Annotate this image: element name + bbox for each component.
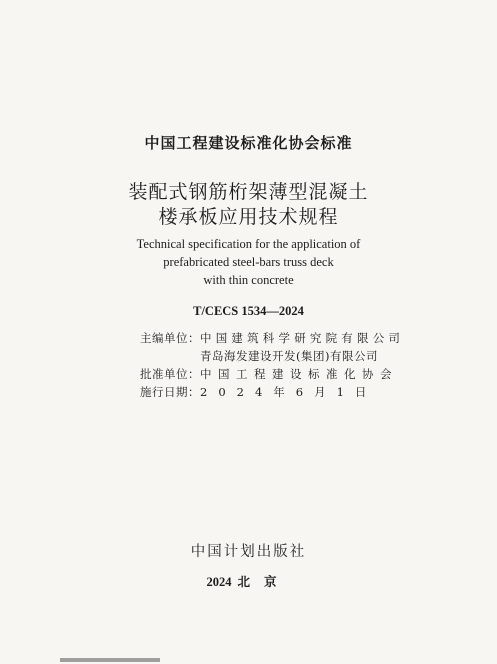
english-title-line-2: prefabricated steel-bars truss deck	[163, 255, 334, 269]
chinese-title-line-1: 装配式钢筋桁架薄型混凝土	[128, 181, 369, 203]
english-title-line-1: Technical specification for the application of	[136, 237, 361, 251]
chief-editor-unit-1: 中国建筑科学研究院有限公司	[200, 331, 405, 345]
standard-code: T/CECS 1534—2024	[193, 304, 304, 318]
publisher-name: 中国计划出版社	[190, 544, 307, 560]
approval-unit: 中国工程建设标准化协会	[200, 367, 398, 381]
effective-date-row	[140, 384, 380, 400]
bottom-edge-mark	[60, 658, 160, 662]
publication-city: 北京	[237, 575, 291, 589]
publication-line	[0, 572, 497, 590]
english-title-line-3: with thin concrete	[203, 273, 294, 287]
chief-editor-label: 主编单位：	[140, 331, 200, 345]
approval-label: 批准单位：	[140, 367, 200, 381]
effective-date-label: 施行日期：	[140, 385, 200, 399]
standard-organization-heading: 中国工程建设标准化协会标准	[144, 134, 353, 152]
chief-editor-row	[140, 330, 405, 346]
publication-year: 2024	[206, 575, 232, 589]
chief-editor-unit-2: 青岛海发建设开发(集团)有限公司	[200, 349, 378, 363]
approval-row	[140, 366, 398, 382]
effective-date-value: 2024年6月1日	[200, 385, 378, 399]
chief-editor-row-2	[200, 348, 440, 364]
chinese-title-line-2: 楼承板应用技术规程	[158, 206, 339, 228]
